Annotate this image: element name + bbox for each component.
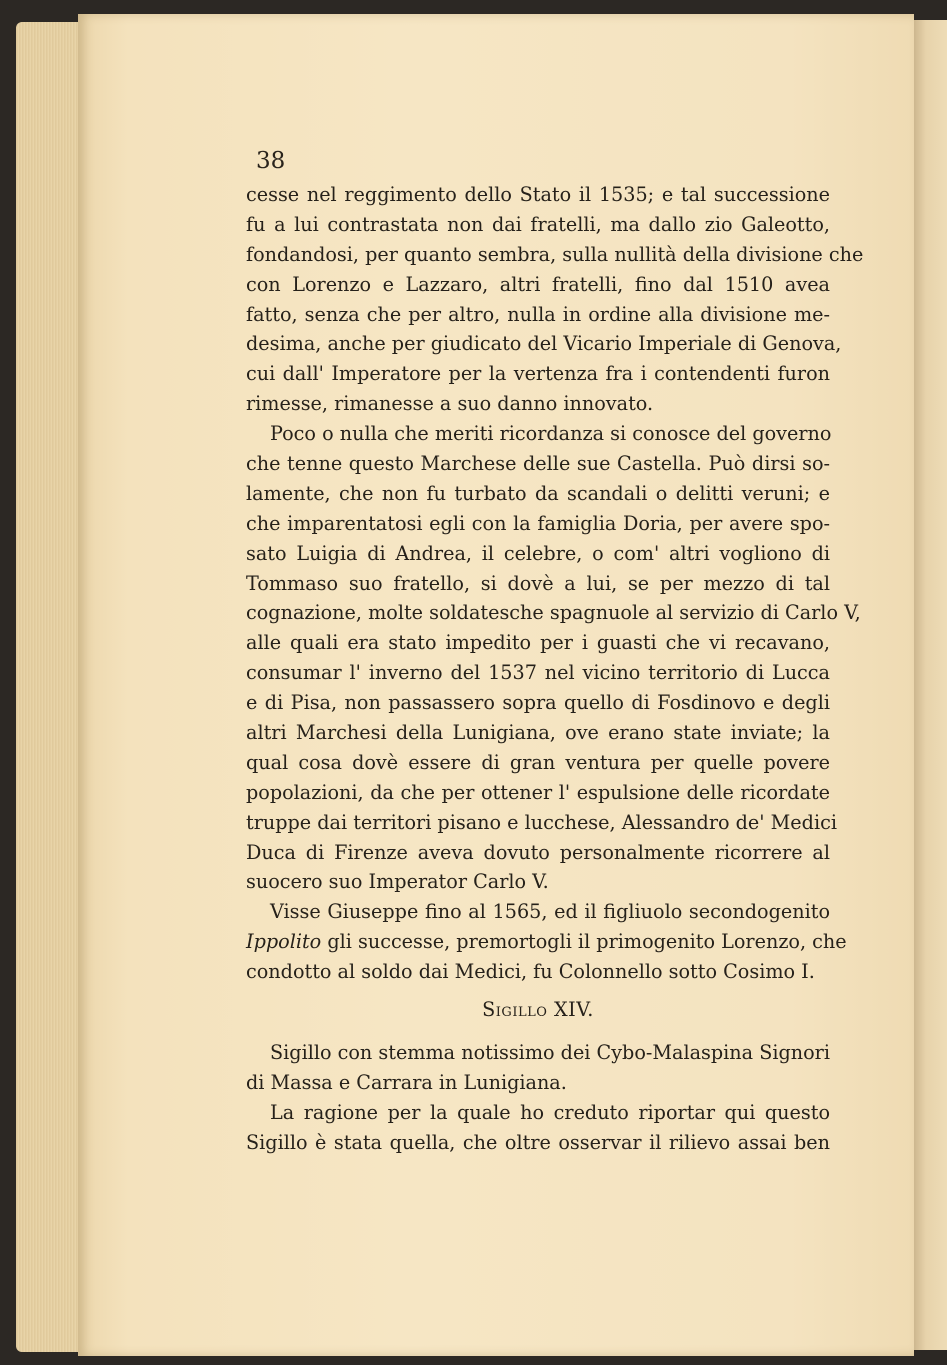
text-line: che tenne questo Marchese delle sue Castella. Può dirsi so- — [246, 452, 830, 476]
text-line: Poco o nulla che meriti ricordanza si conosce del governo — [270, 422, 832, 446]
text-line: di Massa e Carrara in Lunigiana. — [246, 1070, 567, 1094]
text-line: sato Luigia di Andrea, il celebre, o com' altri vogliono di — [246, 541, 830, 565]
text-line: suocero suo Imperator Carlo V. — [246, 870, 549, 894]
text-line: desima, anche per giudicato del Vicario Imperiale di Genova, — [246, 332, 842, 356]
text-line: alle quali era stato impedito per i guasti che vi recavano, — [246, 631, 830, 655]
text-line: condotto al soldo dai Medici, fu Colonnello sotto Cosimo I. — [246, 960, 815, 984]
text-line: fondandosi, per quanto sembra, sulla nullità della divisione che — [246, 242, 864, 266]
text-line: lamente, che non fu turbato da scandali o delitti veruni; e — [246, 481, 830, 505]
text-line: popolazioni, da che per ottener l' espulsione delle ricordate — [246, 780, 830, 804]
text-line: fu a lui contrastata non dai fratelli, ma dallo zio Galeotto, — [246, 212, 830, 236]
text-line: Visse Giuseppe fino al 1565, ed il figliuolo secondogenito — [270, 900, 830, 924]
heading-text: Sigillo XIV. — [482, 998, 594, 1022]
text-line: cognazione, molte soldatesche spagnuole al servizio di Carlo V, — [246, 601, 861, 625]
text-line — [246, 927, 847, 957]
text-line: Duca di Firenze aveva dovuto personalmente ricorrere al — [246, 840, 830, 864]
adjacent-page-edge — [912, 20, 947, 1350]
text-line: Sigillo è stata quella, che oltre osservar il rilievo assai ben — [246, 1130, 830, 1154]
text-line: che imparentatosi egli con la famiglia Doria, per avere spo- — [246, 511, 830, 535]
section-heading — [246, 995, 830, 1025]
text-line: cesse nel reggimento dello Stato il 1535; e tal successione — [246, 183, 830, 206]
text-line: La ragione per la quale ho creduto riportar qui questo — [270, 1100, 830, 1124]
body-text — [246, 180, 864, 1158]
italic-name: Ippolito — [246, 930, 322, 954]
text-line: e di Pisa, non passassero sopra quello di Fosdinovo e degli — [246, 691, 830, 715]
text-line: altri Marchesi della Lunigiana, ove erano state inviate; la — [246, 721, 830, 745]
text-line: consumar l' inverno del 1537 nel vicino territorio di Lucca — [246, 661, 830, 685]
text-span: gli successe, premortogli il primogenito Lorenzo, che — [321, 930, 847, 954]
text-line: Tommaso suo fratello, si dovè a lui, se per mezzo di tal — [246, 571, 830, 595]
text-line: cui dall' Imperatore per la vertenza fra i contendenti furon — [246, 362, 830, 386]
text-line: rimesse, rimanesse a suo danno innovato. — [246, 392, 654, 416]
text-line: Sigillo con stemma notissimo dei Cybo-Malaspina Signori — [270, 1040, 830, 1064]
text-line: fatto, senza che per altro, nulla in ordine alla divisione me- — [246, 302, 830, 326]
text-line: truppe dai territori pisano e lucchese, Alessandro de' Medici — [246, 810, 837, 834]
page-edges — [16, 22, 86, 1352]
text-line: qual cosa dovè essere di gran ventura per quelle povere — [246, 750, 830, 774]
text-line: con Lorenzo e Lazzaro, altri fratelli, fino dal 1510 avea — [246, 272, 830, 296]
page-number: 38 — [256, 148, 286, 174]
